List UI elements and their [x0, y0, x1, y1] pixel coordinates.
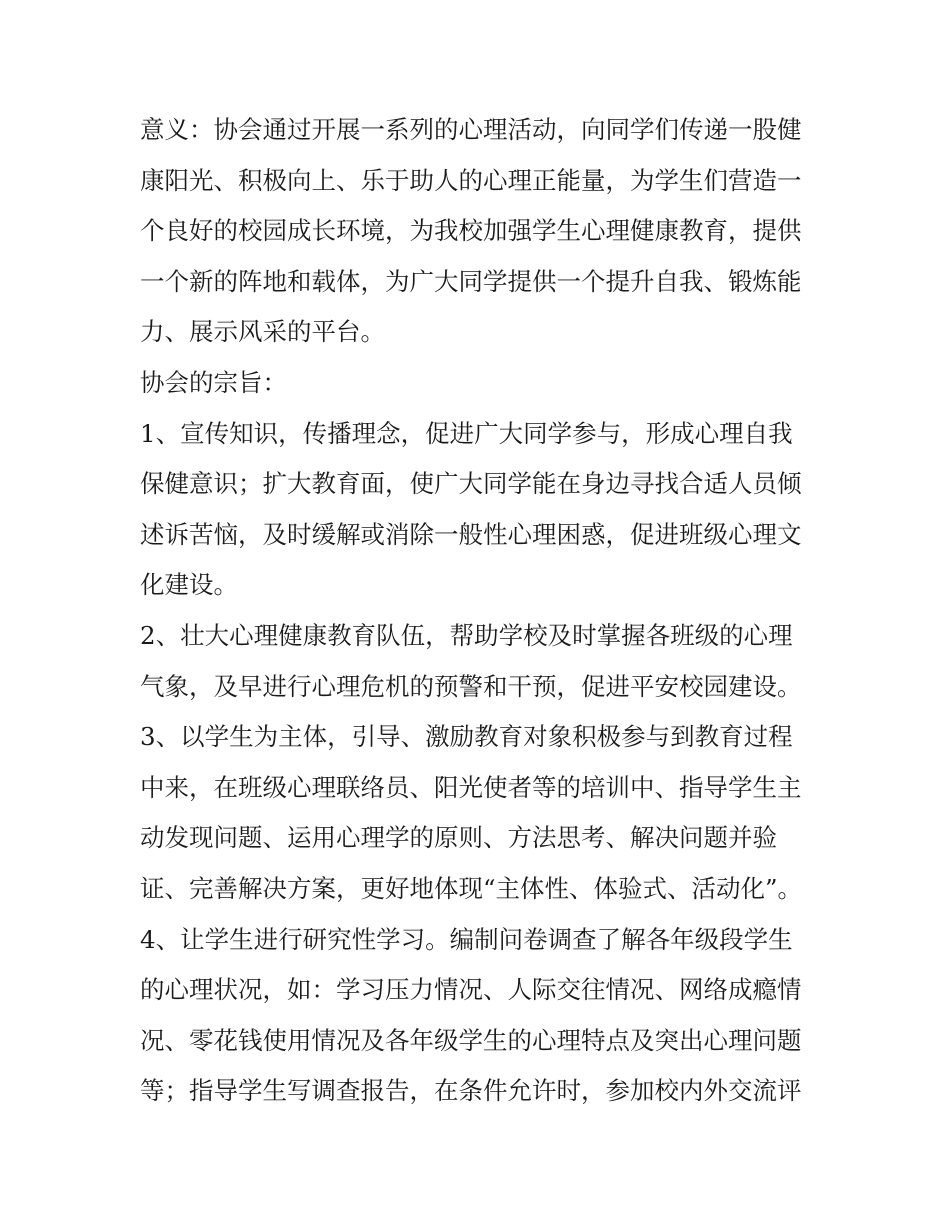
- item-2-line-2: 气象，及早进行心理危机的预警和干预，促进平安校园建设。: [140, 671, 802, 701]
- item-4-line-4: 等；指导学生写调查报告，在条件允许时，参加校内外交流评: [140, 1076, 802, 1106]
- document-body: [140, 105, 820, 1117]
- item-4-line-3: 况、零花钱使用情况及各年级学生的心理特点及突出心理问题: [140, 1025, 802, 1055]
- item-3-line-3: 动发现问题、运用心理学的原则、方法思考、解决问题并验: [140, 823, 777, 853]
- item-3-line-4: 证、完善解决方案，更好地体现“主体性、体验式、活动化”。: [140, 873, 803, 903]
- item-1-line-4: 化建设。: [140, 570, 238, 600]
- item-3-line-1: 3、以学生为主体，引导、激励教育对象积极参与到教育过程: [140, 722, 793, 752]
- paragraph-significance-line-2: 康阳光、积极向上、乐于助人的心理正能量，为学生们营造一: [140, 165, 802, 195]
- item-4-line-1: 4、让学生进行研究性学习。编制问卷调查了解各年级段学生: [140, 924, 793, 954]
- paragraph-significance-line-4: 一个新的阵地和载体，为广大同学提供一个提升自我、锻炼能: [140, 266, 802, 296]
- paragraph-significance-line-1: 意义：协会通过开展一系列的心理活动，向同学们传递一股健: [140, 115, 802, 144]
- item-1-line-3: 述诉苦恼，及时缓解或消除一般性心理困惑，促进班级心理文: [140, 519, 802, 549]
- item-2-line-1: 2、壮大心理健康教育队伍，帮助学校及时掌握各班级的心理: [140, 620, 793, 650]
- item-1-line-1: 1、宣传知识，传播理念，促进广大同学参与，形成心理自我: [140, 418, 793, 448]
- section-heading-purpose: 协会的宗旨：: [140, 367, 287, 397]
- item-3-line-2: 中来，在班级心理联络员、阳光使者等的培训中、指导学生主: [140, 772, 802, 802]
- paragraph-significance-line-5: 力、展示风采的平台。: [140, 317, 385, 347]
- item-1-line-2: 保健意识；扩大教育面，使广大同学能在身边寻找合适人员倾: [140, 469, 802, 499]
- paragraph-significance-line-3: 个良好的校园成长环境，为我校加强学生心理健康教育，提供: [140, 216, 802, 246]
- item-4-line-2: 的心理状况，如：学习压力情况、人际交往情况、网络成瘾情: [140, 975, 802, 1005]
